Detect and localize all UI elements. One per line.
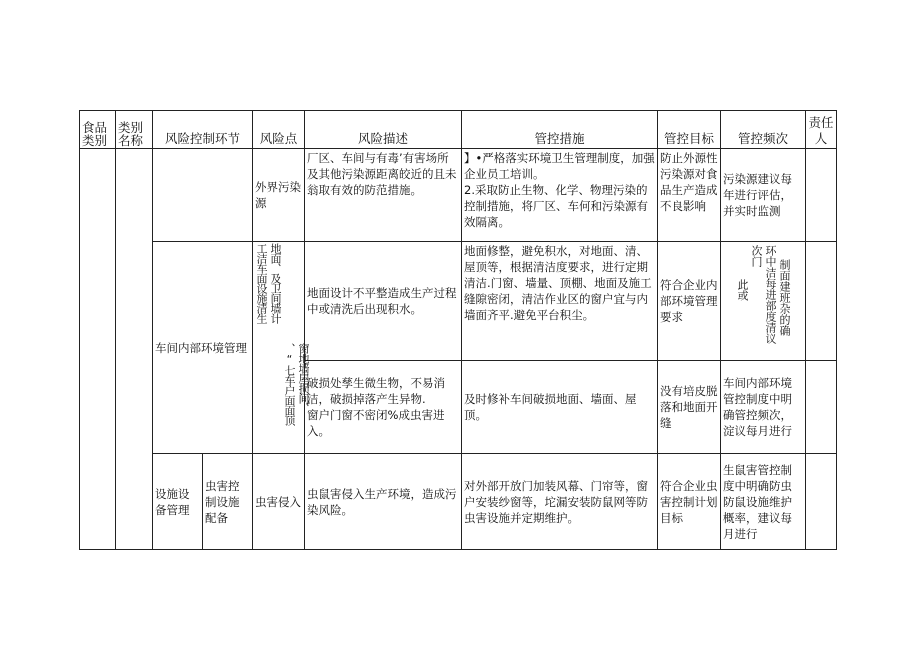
control-frequency-column-2: 次门 [750, 245, 764, 267]
risk-point-vertical-cell [253, 242, 311, 454]
risk-point-column-3: 、“七车户面面顶 [283, 343, 297, 425]
risk-point-column-4: 窗地墙屋损间、 [297, 343, 311, 413]
header-control-measures: 管控措施 [462, 111, 658, 149]
control-measures-cell: 地面修整，避免积水，对地面、清、屋顶等，根据清洁度要求，进行定期清洁.门窗、墙量、顶棚、地面及施工缝隙密闭，清洁作业区的窗户宜与内墙面齐平.避免平台积尘。 [462, 242, 658, 361]
risk-control-table [79, 110, 837, 550]
control-frequency-cell: 污染源建议每年进行评估，并实时监测 [721, 149, 806, 242]
responsible-person-cell [806, 361, 837, 454]
risk-point-column-2: 地面、及卫间墙计 [269, 243, 283, 323]
food-category-cell [80, 149, 116, 550]
responsible-person-cell [806, 242, 837, 361]
header-control-objective: 管控目标 [658, 111, 721, 149]
control-measures-cell: 】•严格落实环境卫生管理制度，加强企业员工培训。 2.采取防止生物、化学、物理污染的控制措施，将厂区、车何和污染源有效隔离。 [462, 149, 658, 242]
control-link-cell: 设施设备管理 [153, 454, 203, 550]
control-link-cell [153, 149, 253, 242]
header-category-name: 类别 名称 [116, 111, 153, 149]
risk-description-cell: 地面设计不平整造成生产过程中或清洗后出现积水。 [305, 242, 462, 361]
sub-link-cell: 虫害控制设施配备 [203, 454, 253, 550]
control-frequency-cell: 生鼠害管控制度中明确防虫防鼠设施维护概率，建议每月进行 [721, 454, 806, 550]
category-name-cell [116, 149, 153, 550]
control-objective-cell: 符合企业内部环境管理要求 [658, 242, 721, 361]
control-frequency-cell: 车间内部环境管控制度中明确管控频次，淀议每月进行 [721, 361, 806, 454]
control-frequency-column-4: 制面建班杂的确 [778, 259, 792, 336]
responsible-person-cell [806, 149, 837, 242]
header-risk-control-link: 风险控制环节 [153, 111, 253, 149]
control-measures-cell: 及时修补车间破损地面、墙面、屋顶。 [462, 361, 658, 454]
header-risk-description: 风险描述 [305, 111, 462, 149]
control-objective-cell: 防止外源性污染源对食品生产造成不良影响 [658, 149, 721, 242]
risk-point-cell: 虫害侵入 [253, 454, 305, 550]
risk-description-cell: 虫鼠害侵入生产环境，造成污染风险。 [305, 454, 462, 550]
header-food-category: 食品 类别 [80, 111, 116, 149]
risk-point-cell: 外界污染源 [253, 149, 305, 242]
header-responsible-person: 责任人 [806, 111, 837, 149]
control-measures-cell: 对外部开放门加装风幕、门帘等，窗户安装纱窗等，坨漏安装防鼠网等防虫害设施并定期维护。 [462, 454, 658, 550]
control-frequency-column-1: 此或 [736, 279, 750, 301]
control-frequency-vertical-cell [721, 242, 806, 361]
risk-point-column-1: 工洁车面设施清生 [255, 243, 269, 323]
risk-description-cell: 厂区、车间与有毒’有害场所及其他污染源距离皎近的且未翁取有效的防范措施。 [305, 149, 462, 242]
control-link-group-cell: 车间内部环境管理 [153, 242, 253, 454]
header-control-frequency: 管控频次 [721, 111, 806, 149]
header-risk-point: 风险点 [253, 111, 305, 149]
control-frequency-column-3: 环中洁每进部度清议 [764, 245, 778, 344]
responsible-person-cell [806, 454, 837, 550]
control-objective-cell: 没有培皮脱落和地面开缝 [658, 361, 721, 454]
control-objective-cell: 符合企业虫害控制计划目标 [658, 454, 721, 550]
risk-description-cell: 破损处孳生微生物，不易消洁，破损掉落产生异物. 窗户门窗不密闭%成虫害进入。 [305, 361, 462, 454]
